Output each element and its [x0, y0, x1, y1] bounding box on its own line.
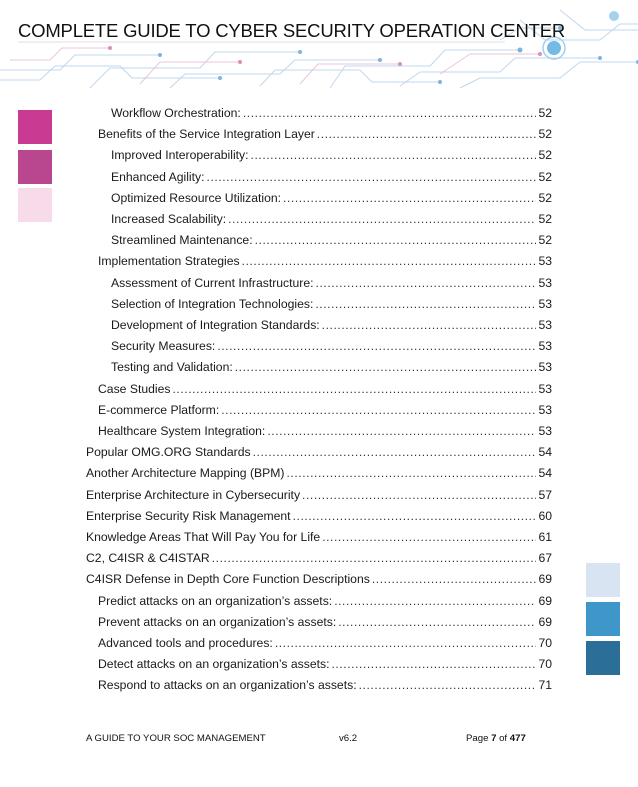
toc-entry-page: 52	[538, 127, 552, 142]
toc-entry-label: Enterprise Architecture in Cybersecurity	[86, 487, 301, 502]
page-title: COMPLETE GUIDE TO CYBER SECURITY OPERATION CENTER	[18, 20, 566, 41]
toc-entry[interactable]	[111, 227, 552, 247]
toc-entry-label: Testing and Validation:	[111, 360, 233, 375]
toc-entry[interactable]	[86, 482, 552, 502]
footer-page-current: 7	[491, 733, 497, 744]
toc-entry[interactable]	[111, 164, 552, 184]
decor-square-blue-mid	[586, 602, 620, 636]
toc-entry[interactable]	[98, 588, 552, 608]
toc-entry-page: 53	[538, 381, 552, 396]
toc-entry[interactable]	[98, 651, 552, 671]
footer-page-prefix: Page	[466, 733, 489, 744]
toc-entry[interactable]	[98, 397, 552, 417]
toc-leader-dots	[267, 424, 536, 438]
toc-entry-page: 54	[538, 445, 552, 460]
toc-leader-dots	[316, 276, 537, 290]
toc-leader-dots	[283, 191, 536, 205]
toc-entry-page: 61	[538, 530, 552, 544]
toc-entry[interactable]	[111, 270, 552, 290]
toc-entry-label: Case Studies	[98, 381, 171, 396]
toc-entry[interactable]	[111, 354, 552, 374]
page-header	[0, 0, 638, 90]
toc-entry-label: Predict attacks on an organization’s assets:	[98, 593, 333, 608]
toc-leader-dots	[286, 466, 536, 480]
toc-entry[interactable]	[111, 185, 552, 205]
toc-entry-label: C2, C4ISR & C4ISTAR	[86, 551, 210, 566]
toc-entry-page: 52	[538, 106, 552, 120]
toc-entry-label: Workflow Orchestration:	[111, 106, 241, 120]
toc-entry[interactable]	[98, 630, 552, 650]
toc-entry-page: 70	[538, 657, 552, 672]
toc-entry[interactable]	[111, 333, 552, 353]
toc-entry-page: 53	[538, 339, 552, 354]
toc-leader-dots	[207, 170, 537, 184]
toc-entry-page: 53	[538, 254, 552, 269]
toc-entry-label: Development of Integration Standards:	[111, 318, 320, 332]
toc-entry[interactable]	[98, 418, 552, 438]
footer-version: v6.2	[339, 733, 358, 744]
toc-leader-dots	[372, 572, 537, 586]
toc-entry[interactable]	[86, 524, 552, 544]
footer-page-total: 477	[509, 733, 526, 744]
toc-leader-dots	[253, 445, 537, 459]
toc-leader-dots	[338, 615, 536, 629]
toc-leader-dots	[317, 127, 537, 141]
toc-entry-page: 53	[538, 296, 552, 311]
decor-square-magenta-mid	[18, 150, 52, 184]
toc-entry-label: Optimized Resource Utilization:	[111, 190, 282, 205]
toc-entry-page: 54	[538, 466, 552, 481]
toc-entry-label: Enhanced Agility:	[111, 169, 205, 184]
decor-square-blue-light	[586, 563, 620, 597]
toc-entry-page: 69	[538, 572, 552, 587]
toc-leader-dots	[293, 509, 537, 523]
toc-leader-dots	[322, 530, 536, 544]
toc-leader-dots	[359, 678, 537, 692]
toc-entry-page: 52	[538, 169, 552, 184]
toc-entry-page: 52	[538, 233, 552, 248]
toc-entry-page: 70	[538, 636, 552, 650]
toc-leader-dots	[331, 657, 536, 671]
toc-leader-dots	[242, 254, 537, 268]
toc-entry-page: 60	[538, 508, 552, 523]
toc-leader-dots	[217, 339, 536, 353]
toc-entry[interactable]	[111, 291, 552, 311]
toc-entry-label: Security Measures:	[111, 339, 216, 354]
toc-entry-label: Detect attacks on an organization’s assets:	[98, 657, 330, 672]
toc-entry-page: 53	[538, 275, 552, 290]
toc-entry-label: C4ISR Defense in Depth Core Function Descriptions	[86, 572, 370, 587]
toc-entry[interactable]	[86, 503, 552, 523]
toc-entry[interactable]	[98, 121, 552, 141]
toc-leader-dots	[243, 106, 537, 120]
decor-square-magenta-dark	[18, 110, 52, 144]
toc-entry-page: 52	[538, 148, 552, 163]
toc-entry-label: Enterprise Security Risk Management	[86, 508, 291, 523]
toc-entry-page: 53	[538, 318, 552, 332]
toc-leader-dots	[173, 382, 537, 396]
toc-entry-label: Increased Scalability:	[111, 212, 227, 226]
toc-entry[interactable]	[111, 142, 552, 162]
toc-entry-page: 67	[538, 551, 552, 566]
toc-leader-dots	[221, 403, 536, 417]
toc-entry-label: Another Architecture Mapping (BPM)	[86, 466, 285, 481]
toc-leader-dots	[228, 212, 536, 226]
toc-entry-label: Advanced tools and procedures:	[98, 636, 273, 650]
toc-entry-page: 57	[538, 487, 552, 502]
toc-entry-label: Implementation Strategies	[98, 254, 240, 269]
toc-entry-label: Popular OMG.ORG Standards	[86, 445, 251, 460]
footer-page-number	[466, 733, 526, 744]
toc-leader-dots	[275, 636, 537, 650]
decor-square-magenta-light	[18, 188, 52, 222]
toc-entry[interactable]	[86, 545, 552, 565]
toc-entry-page: 71	[538, 678, 552, 693]
toc-leader-dots	[315, 297, 536, 311]
toc-entry-label: Improved Interoperability:	[111, 148, 249, 163]
toc-entry-page: 69	[538, 614, 552, 629]
toc-leader-dots	[251, 148, 537, 162]
toc-entry-page: 53	[538, 424, 552, 438]
toc-leader-dots	[212, 551, 537, 565]
toc-entry-page: 53	[538, 402, 552, 417]
toc-entry[interactable]	[98, 672, 552, 692]
toc-leader-dots	[255, 233, 537, 247]
toc-entry-page: 53	[538, 360, 552, 375]
toc-entry-label: E-commerce Platform:	[98, 402, 220, 417]
toc-entry-page: 69	[538, 593, 552, 608]
toc-entry[interactable]	[98, 376, 552, 396]
toc-entry-page: 52	[538, 212, 552, 226]
toc-entry-label: Knowledge Areas That Will Pay You for Life	[86, 530, 321, 544]
toc-entry-label: Assessment of Current Infrastructure:	[111, 275, 314, 290]
toc-entry-label: Prevent attacks on an organization’s assets:	[98, 614, 337, 629]
toc-entry-label: Streamlined Maintenance:	[111, 233, 253, 248]
toc-entry-label: Healthcare System Integration:	[98, 424, 266, 438]
toc-entry-page: 52	[538, 190, 552, 205]
toc-entry[interactable]	[98, 248, 552, 268]
toc-entry[interactable]	[86, 439, 552, 459]
toc-entry[interactable]	[111, 100, 552, 120]
toc-entry[interactable]	[111, 312, 552, 332]
toc-entry[interactable]	[86, 460, 552, 480]
decor-square-blue-dark	[586, 641, 620, 675]
toc-entry-label: Selection of Integration Technologies:	[111, 296, 314, 311]
toc-entry[interactable]	[86, 566, 552, 586]
toc-leader-dots	[334, 594, 536, 608]
footer-page-of: of	[499, 733, 508, 744]
toc-entry[interactable]	[98, 609, 552, 629]
circuit-banner-graphic	[0, 0, 638, 90]
footer-left-text: A GUIDE TO YOUR SOC MANAGEMENT	[86, 733, 266, 744]
toc-leader-dots	[235, 360, 537, 374]
toc-entry-label: Respond to attacks on an organization’s assets:	[98, 678, 357, 693]
toc-entry-label: Benefits of the Service Integration Layer	[98, 127, 315, 142]
toc-entry[interactable]	[111, 206, 552, 226]
toc-leader-dots	[302, 488, 536, 502]
toc-leader-dots	[322, 318, 537, 332]
